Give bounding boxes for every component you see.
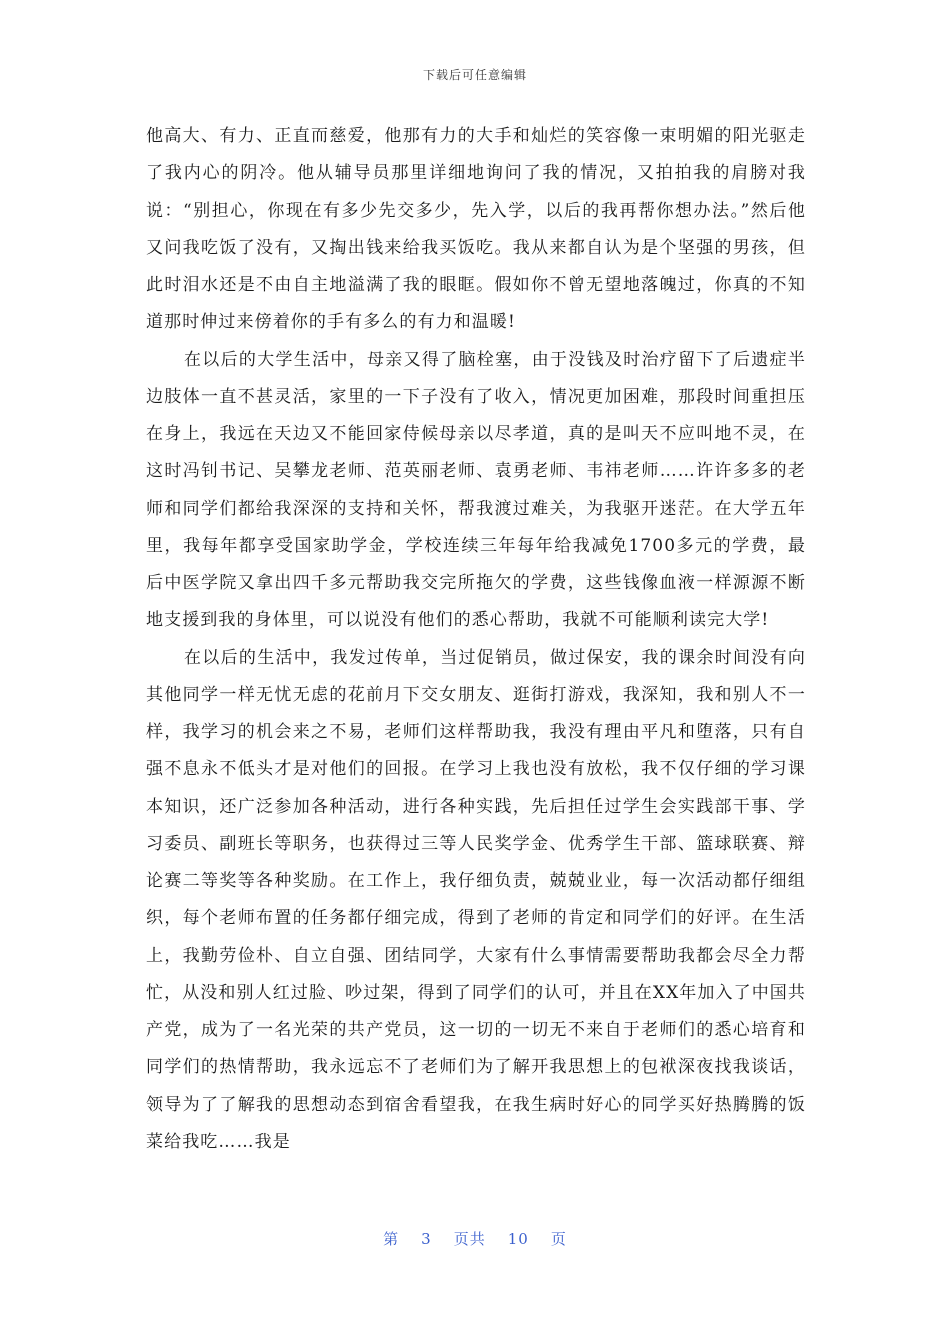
footer-suffix: 页 bbox=[550, 1230, 567, 1248]
paragraph-1: 他高大、有力、正直而慈爱，他那有力的大手和灿烂的笑容像一束明媚的阳光驱走了我内心的阴冷。他从辅导员那里详细地询问了我的情况，又拍拍我的肩膀对我说：“别担心，你现在有多少先交多少，先入学，以后的我再帮你想办法。”然后他又问我吃饭了没有，又掏出钱来给我买饭吃。我从来都自认为是个坚强的男孩，但此时泪水还是不由自主地溢满了我的眼眶。假如你不曾无望地落魄过，你真的不知道那时伸过来傍着你的手有多么的有力和温暖! bbox=[146, 126, 806, 333]
footer-total-pages: 10 bbox=[507, 1230, 529, 1248]
footer-page-number: 3 bbox=[421, 1230, 432, 1248]
page-header: 下载后可任意编辑 bbox=[422, 68, 527, 82]
page-footer bbox=[0, 1228, 950, 1249]
paragraph-2: 在以后的大学生活中，母亲又得了脑栓塞，由于没钱及时治疗留下了后遗症半边肢体一直不甚灵活，家里的一下子没有了收入，情况更加困难，那段时间重担压在身上，我远在天边又不能回家侍候母亲以尽孝道，真的是叫天不应叫地不灵，在这时冯钊书记、吴攀龙老师、范英丽老师、袁勇老师、韦祎老师……许许多多的老师和同学们都给我深深的支持和关怀，帮我渡过难关，为我驱开迷茫。在大学五年里，我每年都享受国家助学金，学校连续三年每年给我减免1700多元的学费，最后中医学院又拿出四千多元帮助我交完所拖欠的学费，这些钱像血液一样源源不断地支援到我的身体里，可以说没有他们的悉心帮助，我就不可能顺利读完大学! bbox=[146, 349, 806, 631]
footer-middle: 页共 bbox=[453, 1230, 486, 1248]
document-body bbox=[146, 118, 806, 1161]
paragraph-3: 在以后的生活中，我发过传单，当过促销员，做过保安，我的课余时间没有向其他同学一样无忧无虑的花前月下交女朋友、逛街打游戏，我深知，我和别人不一样，我学习的机会来之不易，老师们这样帮助我，我没有理由平凡和堕落，只有自强不息永不低头才是对他们的回报。在学习上我也没有放松，我不仅仔细的学习课本知识，还广泛参加各种活动，进行各种实践，先后担任过学生会实践部干事、学习委员、副班长等职务，也获得过三等人民奖学金、优秀学生干部、篮球联赛、辩论赛二等奖等各种奖励。在工作上，我仔细负责，兢兢业业，每一次活动都仔细组织，每个老师布置的任务都仔细完成，得到了老师的肯定和同学们的好评。在生活上，我勤劳俭朴、自立自强、团结同学，大家有什么事情需要帮助我都会尽全力帮忙，从没和别人红过脸、吵过架，得到了同学们的认可，并且在XX年加入了中国共产党，成为了一名光荣的共产党员，这一切的一切无不来自于老师们的悉心培育和同学们的热情帮助，我永远忘不了老师们为了解开我思想上的包袱深夜找我谈话，领导为了了解我的思想动态到宿舍看望我，在我生病时好心的同学买好热腾腾的饭菜给我吃……我是 bbox=[146, 647, 806, 1152]
footer-prefix: 第 bbox=[383, 1230, 400, 1248]
